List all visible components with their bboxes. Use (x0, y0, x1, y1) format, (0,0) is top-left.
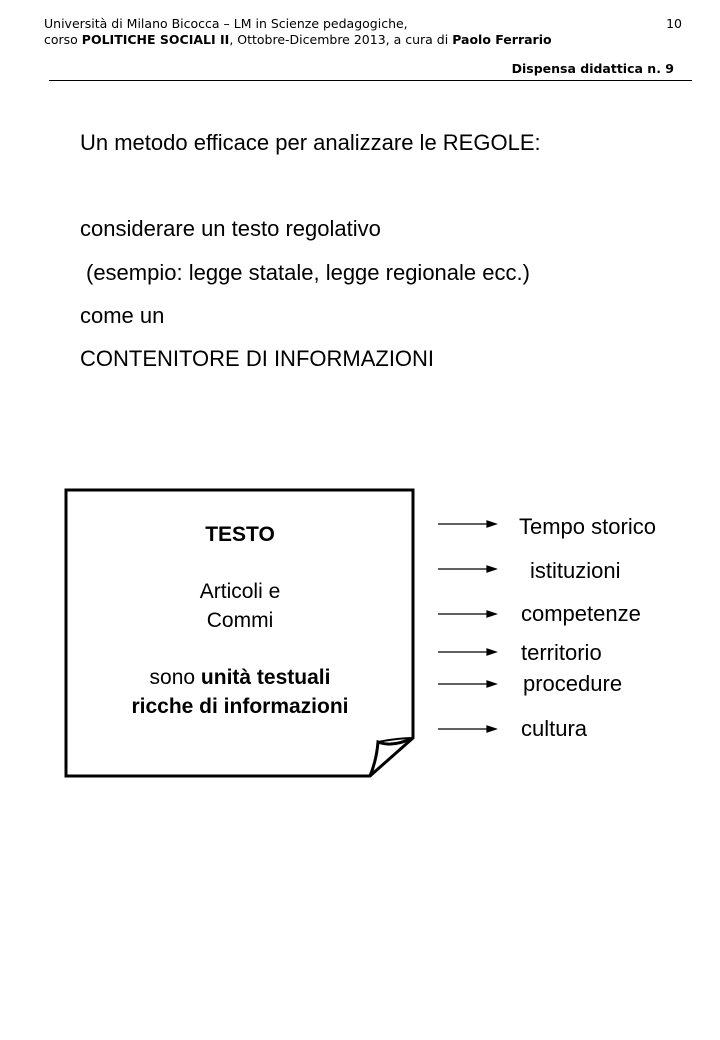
label-istituzioni: istituzioni (530, 558, 621, 583)
arrow-icon (438, 566, 496, 572)
label-procedure: procedure (523, 671, 623, 696)
box-sono-text: sono (149, 666, 201, 689)
body-line-2: (esempio: legge statale, legge regionale ecc.) (86, 260, 530, 285)
arrows-group (430, 500, 510, 750)
author-name: Paolo Ferrario (452, 32, 552, 47)
dispensa-label: Dispensa didattica n. 9 (511, 61, 674, 76)
body-line-1: considerare un testo regolativo (80, 216, 381, 241)
body-line-4: CONTENITORE DI INFORMAZIONI (80, 346, 435, 371)
body-line-3: come un (80, 303, 165, 328)
label-territorio: territorio (521, 640, 602, 665)
box-bold-text-1: unità testuali (200, 666, 331, 689)
page-title: Un metodo efficace per analizzare le REGOLE: (80, 130, 541, 155)
arrow-icon (438, 726, 496, 732)
box-articles (70, 577, 410, 635)
box-title: TESTO (205, 523, 275, 546)
course-prefix: corso (44, 32, 82, 47)
box-bold-text-2: ricche di informazioni (131, 695, 349, 718)
label-tempo-storico: Tempo storico (519, 514, 656, 539)
course-name: POLITICHE SOCIALI II (81, 32, 230, 47)
arrow-icon (438, 649, 496, 655)
header-course-line (44, 32, 552, 48)
header-university-line: Università di Milano Bicocca – LM in Scienze pedagogiche, (44, 16, 408, 31)
box-description (70, 663, 410, 721)
page-number: 10 (666, 16, 682, 31)
arrow-icon (438, 681, 496, 687)
label-cultura: cultura (521, 716, 588, 741)
box-articles-line2: Commi (206, 609, 274, 632)
header-rule (49, 80, 692, 81)
box-description-line2 (70, 692, 410, 721)
label-competenze: competenze (521, 601, 641, 626)
box-articles-line1: Articoli e (199, 580, 281, 603)
course-dates: , Ottobre-Dicembre 2013, a cura di (229, 32, 453, 47)
box-description-line1 (70, 663, 410, 692)
arrow-icon (438, 521, 496, 527)
arrow-icon (438, 611, 496, 617)
